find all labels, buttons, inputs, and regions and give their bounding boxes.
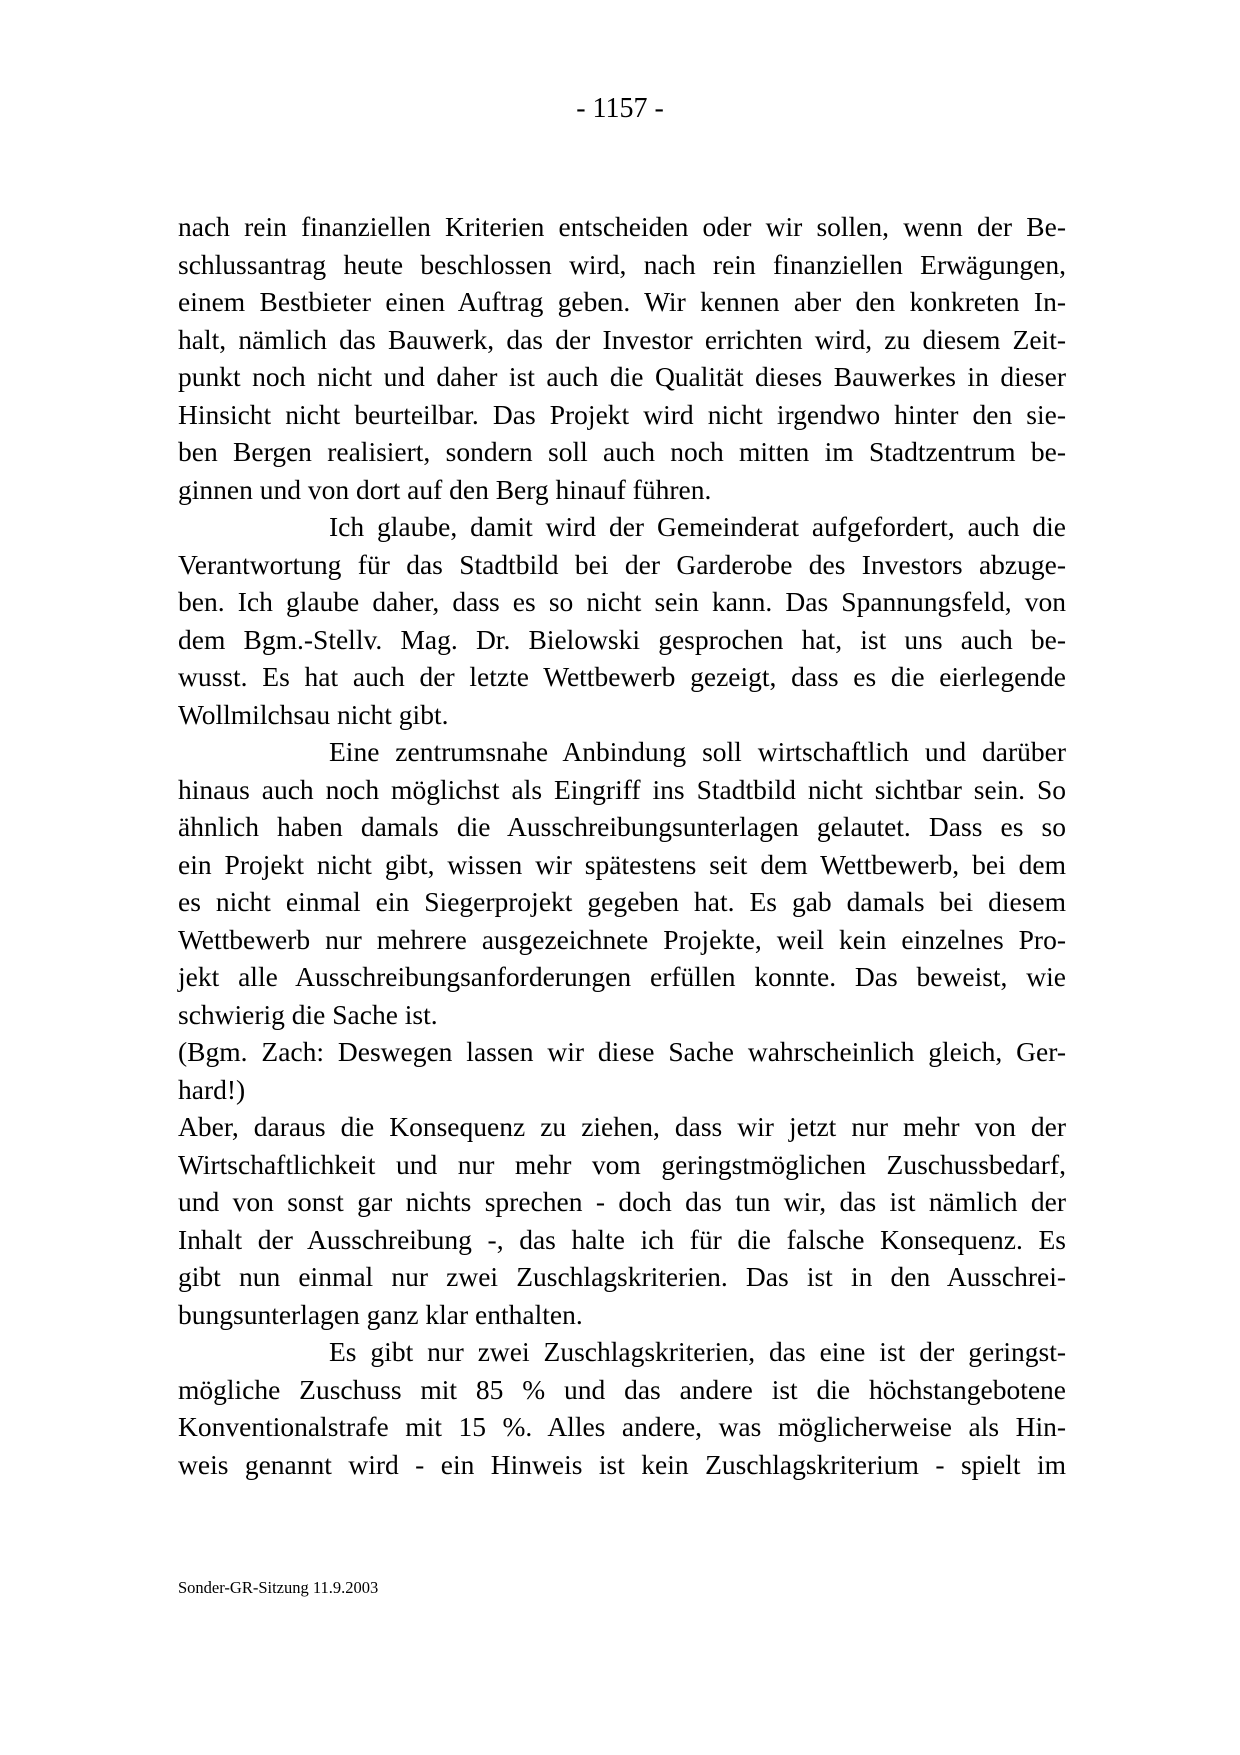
text-line: nach rein finanziellen Kriterien entscheiden oder wir sollen, wenn der Be-	[178, 211, 1066, 242]
text-line: Es gibt nur zwei Zuschlagskriterien, das eine ist der geringst-	[329, 1336, 1066, 1367]
text-line: einem Bestbieter einen Auftrag geben. Wir kennen aber den konkreten In-	[178, 286, 1066, 317]
text-line: gibt nun einmal nur zwei Zuschlagskriterien. Das ist in den Ausschrei-	[178, 1261, 1066, 1292]
text-line: Ich glaube, damit wird der Gemeinderat aufgefordert, auch die	[329, 511, 1066, 542]
text-line: Eine zentrumsnahe Anbindung soll wirtschaftlich und darüber	[329, 736, 1066, 767]
text-line: bungsunterlagen ganz klar enthalten.	[178, 1298, 583, 1330]
body-text	[178, 208, 1066, 1483]
text-line: Konventionalstrafe mit 15 %. Alles andere, was möglicherweise als Hin-	[178, 1411, 1066, 1442]
text-line: weis genannt wird - ein Hinweis ist kein Zuschlagskriterium - spielt im	[178, 1448, 1066, 1480]
text-line: ginnen und von dort auf den Berg hinauf führen.	[178, 473, 712, 505]
text-line: Wollmilchsau nicht gibt.	[178, 698, 449, 730]
text-line: ben Bergen realisiert, sondern soll auch noch mitten im Stadtzentrum be-	[178, 436, 1066, 467]
text-line: dem Bgm.-Stellv. Mag. Dr. Bielowski gesprochen hat, ist uns auch be-	[178, 623, 1066, 655]
page-number: - 1157 -	[576, 93, 664, 124]
text-line: schlussantrag heute beschlossen wird, nach rein finanziellen Erwägungen,	[178, 248, 1066, 280]
text-line: ben. Ich glaube daher, dass es so nicht sein kann. Das Spannungsfeld, von	[178, 586, 1066, 617]
page-footer: Sonder-GR-Sitzung 11.9.2003	[178, 1578, 379, 1597]
text-line: jekt alle Ausschreibungsanforderungen erfüllen konnte. Das beweist, wie	[178, 961, 1066, 992]
text-line: wusst. Es hat auch der letzte Wettbewerb gezeigt, dass es die eierlegende	[178, 661, 1066, 692]
text-line: mögliche Zuschuss mit 85 % und das andere ist die höchstangebotene	[178, 1373, 1066, 1405]
text-line: ein Projekt nicht gibt, wissen wir spätestens seit dem Wettbewerb, bei dem	[178, 848, 1066, 880]
text-line: schwierig die Sache ist.	[178, 998, 438, 1030]
text-line: Hinsicht nicht beurteilbar. Das Projekt wird nicht irgendwo hinter den sie-	[178, 398, 1066, 430]
text-line: punkt noch nicht und daher ist auch die Qualität dieses Bauwerkes in dieser	[178, 361, 1066, 392]
text-line: halt, nämlich das Bauwerk, das der Investor errichten wird, zu diesem Zeit-	[178, 323, 1066, 355]
interjection-line: hard!)	[178, 1073, 246, 1105]
text-line: Verantwortung für das Stadtbild bei der Garderobe des Investors abzuge-	[178, 548, 1066, 580]
text-line: Wirtschaftlichkeit und nur mehr vom geringstmöglichen Zuschussbedarf,	[178, 1148, 1066, 1180]
text-line: und von sonst gar nichts sprechen - doch das tun wir, das ist nämlich der	[178, 1186, 1066, 1217]
text-line: Aber, daraus die Konsequenz zu ziehen, dass wir jetzt nur mehr von der	[178, 1111, 1066, 1142]
text-line: es nicht einmal ein Siegerprojekt gegeben hat. Es gab damals bei diesem	[178, 886, 1066, 917]
text-line: Wettbewerb nur mehrere ausgezeichnete Projekte, weil kein einzelnes Pro-	[178, 923, 1066, 955]
text-line: Inhalt der Ausschreibung -, das halte ich für die falsche Konsequenz. Es	[178, 1223, 1066, 1255]
text-line: hinaus auch noch möglichst als Eingriff ins Stadtbild nicht sichtbar sein. So	[178, 773, 1066, 805]
interjection-line: (Bgm. Zach: Deswegen lassen wir diese Sache wahrscheinlich gleich, Ger-	[178, 1036, 1066, 1067]
text-line: ähnlich haben damals die Ausschreibungsunterlagen gelautet. Dass es so	[178, 811, 1066, 842]
